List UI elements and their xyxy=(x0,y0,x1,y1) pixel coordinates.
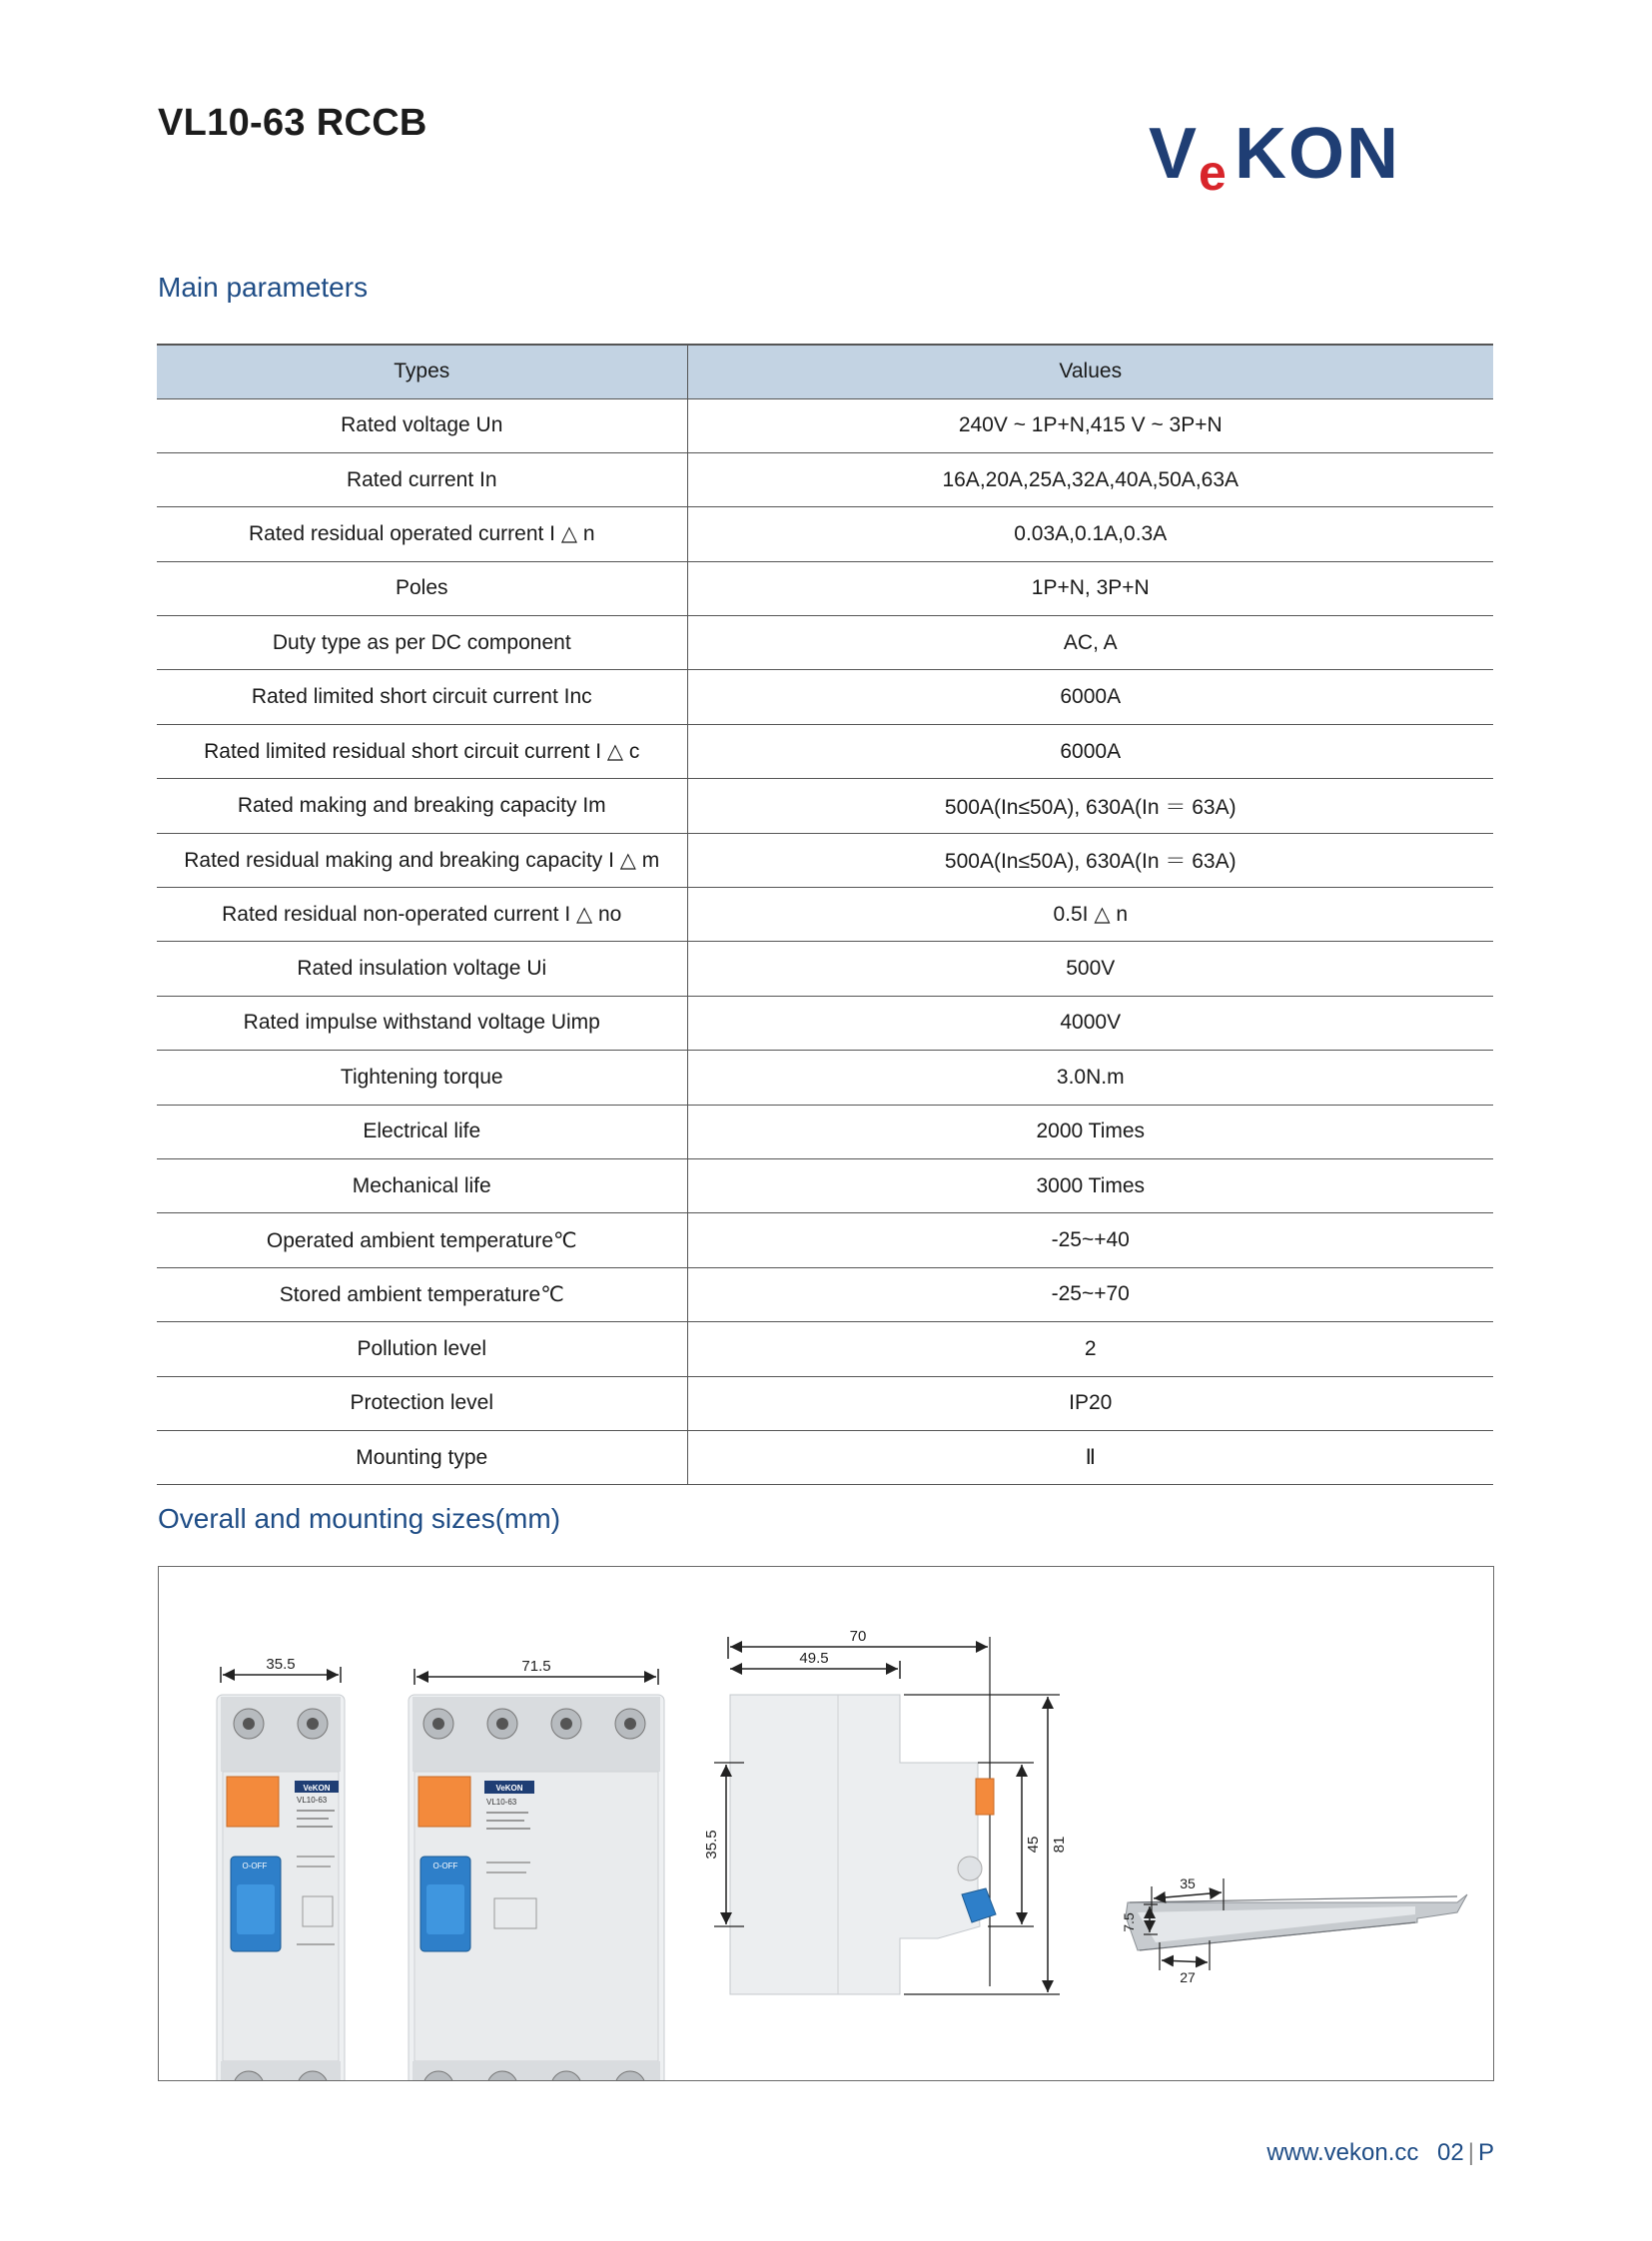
device-brand-2p: VeKON xyxy=(303,1784,331,1793)
rccb-2p-front-view xyxy=(217,1656,345,2080)
dim-side-total-height: 81 xyxy=(1051,1836,1068,1854)
dim-4p-width: 71.5 xyxy=(521,1658,551,1675)
param-type-cell: Mounting type xyxy=(157,1430,687,1484)
table-row xyxy=(157,1430,1493,1484)
footer-separator: | xyxy=(1467,2139,1474,2166)
table-row xyxy=(157,1322,1493,1376)
dim-side-front-height: 35.5 xyxy=(703,1830,720,1860)
param-value-cell: -25~+70 xyxy=(687,1267,1493,1321)
device-brand-4p: VeKON xyxy=(495,1784,523,1793)
device-off-label-4p: O-OFF xyxy=(432,1862,458,1870)
page-footer xyxy=(1199,2139,1494,2167)
param-type-cell: Rated current In xyxy=(157,452,687,506)
table-row xyxy=(157,1213,1493,1267)
table-row xyxy=(157,779,1493,833)
param-type-cell: Tightening torque xyxy=(157,1051,687,1105)
param-type-cell: Rated limited residual short circuit current I △ c xyxy=(157,724,687,778)
svg-text:e: e xyxy=(1199,145,1227,201)
din-rail xyxy=(1121,1875,1467,1985)
dim-rail-inner: 27 xyxy=(1180,1969,1196,1985)
param-value-cell: 6000A xyxy=(687,670,1493,724)
parameters-table xyxy=(157,344,1493,1485)
page-title: VL10-63 RCCB xyxy=(158,102,427,144)
column-header-types: Types xyxy=(157,345,687,398)
table-row xyxy=(157,670,1493,724)
table-row xyxy=(157,1051,1493,1105)
main-parameters-heading: Main parameters xyxy=(158,272,369,303)
param-value-cell: 4000V xyxy=(687,996,1493,1050)
param-type-cell: Poles xyxy=(157,561,687,615)
param-value-cell: 16A,20A,25A,32A,40A,50A,63A xyxy=(687,452,1493,506)
device-model-4p: VL10-63 xyxy=(486,1798,517,1807)
param-type-cell: Stored ambient temperature℃ xyxy=(157,1267,687,1321)
dim-side-depth: 70 xyxy=(849,1628,867,1645)
rccb-4p-front-view xyxy=(409,1658,664,2080)
table-row xyxy=(157,1158,1493,1212)
table-row xyxy=(157,724,1493,778)
param-type-cell: Rated residual operated current I △ n xyxy=(157,507,687,561)
param-value-cell: 1P+N, 3P+N xyxy=(687,561,1493,615)
param-value-cell: 500A(In≤50A), 630A(In ＝ 63A) xyxy=(687,779,1493,833)
param-type-cell: Electrical life xyxy=(157,1105,687,1158)
rccb-side-view xyxy=(703,1628,1068,1994)
table-row xyxy=(157,452,1493,506)
param-type-cell: Mechanical life xyxy=(157,1158,687,1212)
param-type-cell: Rated limited short circuit current Inc xyxy=(157,670,687,724)
website-link[interactable]: www.vekon.cc xyxy=(1266,2139,1419,2166)
table-row xyxy=(157,1267,1493,1321)
param-type-cell: Rated impulse withstand voltage Uimp xyxy=(157,996,687,1050)
param-value-cell: 2000 Times xyxy=(687,1105,1493,1158)
param-type-cell: Pollution level xyxy=(157,1322,687,1376)
param-value-cell: 240V ~ 1P+N,415 V ~ 3P+N xyxy=(687,398,1493,452)
param-value-cell: IP20 xyxy=(687,1376,1493,1430)
param-value-cell: 6000A xyxy=(687,724,1493,778)
param-value-cell: 3000 Times xyxy=(687,1158,1493,1212)
param-value-cell: 2 xyxy=(687,1322,1493,1376)
param-type-cell: Rated residual making and breaking capacity I △ m xyxy=(157,833,687,887)
dimensions-drawing xyxy=(159,1567,1493,2080)
param-type-cell: Rated voltage Un xyxy=(157,398,687,452)
column-header-values: Values xyxy=(687,345,1493,398)
dim-rail-width: 35 xyxy=(1180,1875,1196,1891)
param-type-cell: Rated residual non-operated current I △ no xyxy=(157,888,687,942)
param-value-cell: 500V xyxy=(687,942,1493,996)
param-type-cell: Rated making and breaking capacity Im xyxy=(157,779,687,833)
svg-text:KON: KON xyxy=(1235,114,1400,194)
table-row xyxy=(157,942,1493,996)
param-value-cell: -25~+40 xyxy=(687,1213,1493,1267)
param-value-cell: 3.0N.m xyxy=(687,1051,1493,1105)
device-model-2p: VL10-63 xyxy=(297,1796,328,1805)
page-suffix: P xyxy=(1477,2139,1494,2166)
dim-rail-height: 7.5 xyxy=(1121,1912,1137,1932)
table-row xyxy=(157,507,1493,561)
table-row xyxy=(157,996,1493,1050)
table-header-row xyxy=(157,345,1493,398)
table-row xyxy=(157,833,1493,887)
vekon-logo xyxy=(1147,110,1496,202)
param-value-cell: 500A(In≤50A), 630A(In ＝ 63A) xyxy=(687,833,1493,887)
table-row xyxy=(157,1376,1493,1430)
dim-side-body-height: 45 xyxy=(1025,1836,1042,1854)
table-row xyxy=(157,616,1493,670)
param-type-cell: Duty type as per DC component xyxy=(157,616,687,670)
page-number: 02 xyxy=(1437,2139,1464,2166)
param-type-cell: Rated insulation voltage Ui xyxy=(157,942,687,996)
table-row xyxy=(157,561,1493,615)
table-row xyxy=(157,398,1493,452)
dimensions-diagram xyxy=(158,1566,1494,2081)
param-value-cell: Ⅱ xyxy=(687,1430,1493,1484)
param-value-cell: AC, A xyxy=(687,616,1493,670)
param-type-cell: Protection level xyxy=(157,1376,687,1430)
param-value-cell: 0.5I △ n xyxy=(687,888,1493,942)
dim-side-depth-inner: 49.5 xyxy=(799,1650,829,1667)
svg-text:V: V xyxy=(1149,114,1198,194)
param-type-cell: Operated ambient temperature℃ xyxy=(157,1213,687,1267)
param-value-cell: 0.03A,0.1A,0.3A xyxy=(687,507,1493,561)
device-off-label-2p: O-OFF xyxy=(242,1862,268,1870)
dim-2p-width: 35.5 xyxy=(266,1656,296,1673)
overall-sizes-heading: Overall and mounting sizes(mm) xyxy=(158,1503,561,1534)
table-row xyxy=(157,1105,1493,1158)
table-row xyxy=(157,888,1493,942)
